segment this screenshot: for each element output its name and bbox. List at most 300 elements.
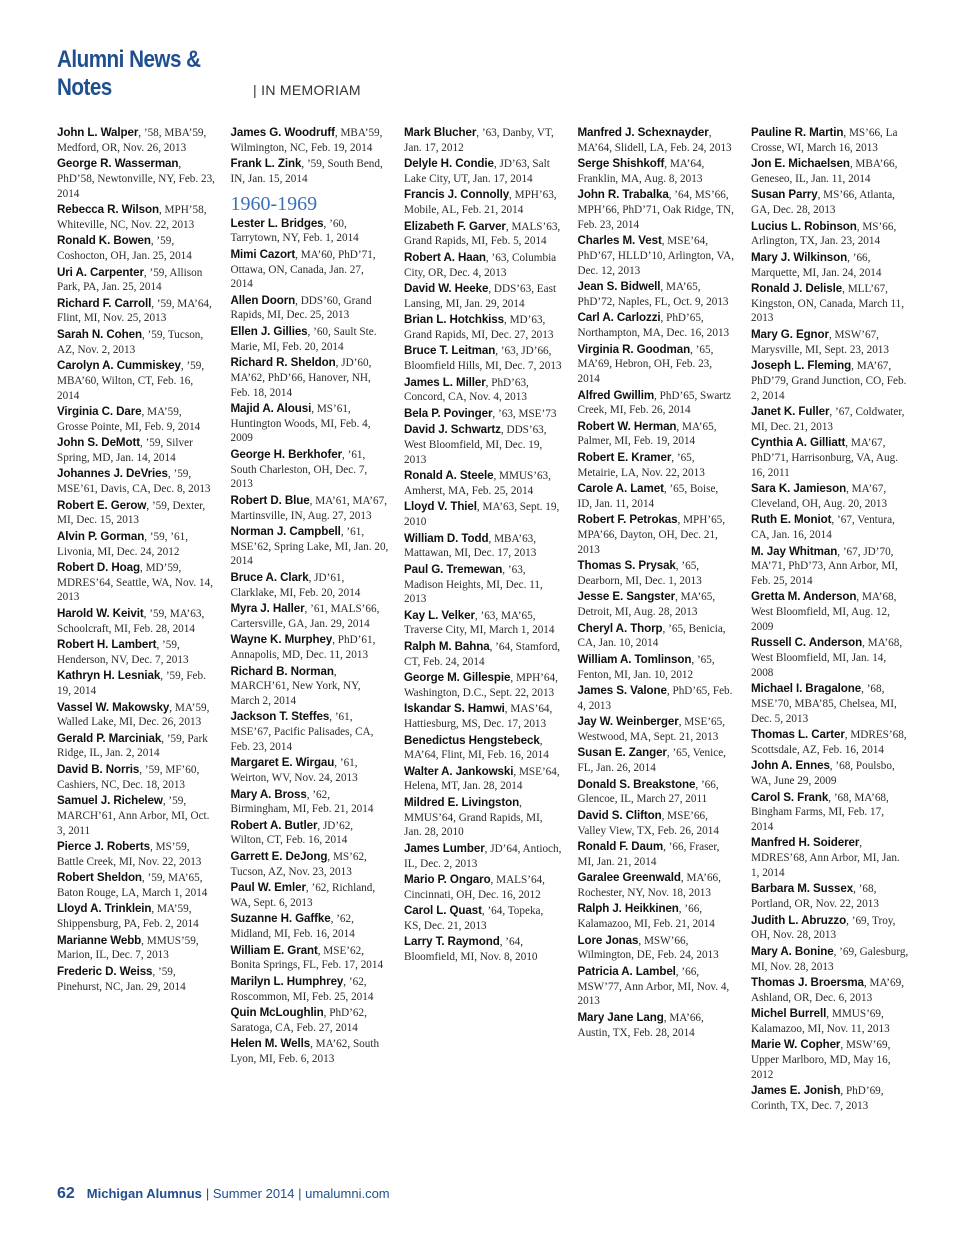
memoriam-entry <box>404 935 562 964</box>
alumnus-details: , MPH’64, Washington, D.C., Sept. 22, 2013 <box>404 672 558 699</box>
alumnus-name: Rebecca R. Wilson <box>57 203 159 217</box>
alumnus-name: M. Jay Whitman <box>751 544 838 558</box>
alumnus-name: Delyle H. Condie <box>404 157 494 171</box>
memoriam-entry <box>578 653 736 682</box>
memoriam-column <box>751 126 909 1116</box>
alumnus-name: Susan Parry <box>751 188 818 202</box>
alumnus-name: Frank L. Zink <box>230 157 302 171</box>
memoriam-entry <box>404 220 562 249</box>
alumnus-details: , ’59, South Bend, IN, Jan. 15, 2014 <box>230 158 383 185</box>
alumnus-details: , MBA’63, Mattawan, MI, Dec. 17, 2013 <box>404 532 537 560</box>
alumnus-details: , JD’63, Salt Lake City, UT, Jan. 17, 2014 <box>404 158 550 185</box>
alumnus-name: Myra J. Haller <box>230 602 305 616</box>
alumnus-name: Robert E. Kramer <box>577 450 672 464</box>
memoriam-entry <box>751 1038 909 1082</box>
alumnus-name: Larry T. Raymond <box>404 935 500 949</box>
memoriam-entry <box>404 796 562 840</box>
alumnus-details: , ’59, Henderson, NV, Dec. 7, 2013 <box>57 639 189 666</box>
memoriam-entry <box>404 344 562 373</box>
alumnus-name: Mary A. Bross <box>230 787 307 801</box>
alumnus-name: Vassel W. Makowsky <box>57 700 170 714</box>
memoriam-entry <box>231 665 389 709</box>
memoriam-entry <box>231 881 389 910</box>
alumnus-details: , ’61, MSE’67, Pacific Palisades, CA, Feb. 23, 2014 <box>230 711 374 753</box>
memoriam-entry <box>57 499 215 528</box>
alumnus-details: , MA’69, Ashland, OR, Dec. 6, 2013 <box>751 977 904 1004</box>
memoriam-entry <box>404 126 562 155</box>
alumnus-details: , MSW’69, Upper Marlboro, MD, May 16, 2012 <box>751 1039 891 1081</box>
alumnus-details: , ’65, Benicia, CA, Jan. 10, 2014 <box>577 622 726 650</box>
memoriam-entry <box>404 188 562 217</box>
alumnus-details: , MDRES’68, Scottsdale, AZ, Feb. 16, 2014 <box>751 729 907 756</box>
memoriam-entry <box>578 809 736 838</box>
alumnus-name: Mary G. Egnor <box>751 327 829 341</box>
memoriam-entry <box>751 513 909 542</box>
alumnus-name: Alfred Gwillim <box>577 388 655 402</box>
alumnus-name: Virginia C. Dare <box>57 405 142 419</box>
alumnus-name: Robert W. Herman <box>577 419 677 433</box>
alumnus-name: Pauline R. Martin <box>751 126 844 139</box>
alumnus-name: Charles M. Vest <box>577 234 662 248</box>
alumnus-name: Manfred J. Schexnayder <box>577 126 709 139</box>
alumnus-name: Walter A. Jankowski <box>404 764 514 778</box>
alumnus-name: Helen M. Wells <box>230 1037 311 1051</box>
memoriam-entry <box>751 282 909 326</box>
alumnus-name: Lore Jonas <box>577 933 639 947</box>
alumnus-details: , MMUS’69, Kalamazoo, MI, Nov. 11, 2013 <box>751 1008 890 1035</box>
memoriam-entry <box>404 251 562 280</box>
memoriam-entry <box>404 423 562 467</box>
alumnus-details: , MMUS’63, Amherst, MA, Feb. 25, 2014 <box>404 470 551 497</box>
alumnus-name: Thomas L. Carter <box>751 728 845 742</box>
alumnus-name: Ronald K. Bowen <box>57 234 151 248</box>
alumnus-name: Garalee Greenwald <box>577 871 681 885</box>
alumnus-name: Patricia A. Lambel <box>577 964 676 978</box>
alumnus-name: James G. Woodruff <box>230 126 335 139</box>
memoriam-entry <box>57 902 215 931</box>
alumnus-details: , ’59, Feb. 19, 2014 <box>57 670 206 698</box>
alumnus-details: , MS’66, Atlanta, GA, Dec. 28, 2013 <box>751 189 895 217</box>
alumnus-name: Jackson T. Steffes <box>230 710 330 724</box>
memoriam-entry <box>751 590 909 634</box>
alumnus-details: , MA’59, Walled Lake, MI, Dec. 26, 2013 <box>57 701 210 729</box>
alumnus-details: , JD’61, Clarklake, MI, Feb. 20, 2014 <box>230 571 361 599</box>
memoriam-entry <box>404 407 562 422</box>
alumnus-name: Pierce J. Roberts <box>57 840 151 854</box>
memoriam-entry <box>751 1084 909 1113</box>
memoriam-column <box>578 126 736 1116</box>
alumnus-details: , ’65, Venice, FL, Jan. 26, 2014 <box>577 747 726 775</box>
alumnus-details: , PhD’61, Annapolis, MD, Dec. 11, 2013 <box>230 634 376 662</box>
memoriam-entry <box>578 778 736 807</box>
alumnus-details: , ’59, MARCH’61, Ann Arbor, MI, Oct. 3, 2011 <box>57 795 210 837</box>
alumnus-details: , ’64, Topeka, KS, Dec. 21, 2013 <box>404 905 544 932</box>
alumnus-details: , ’59, Pinehurst, NC, Jan. 29, 2014 <box>57 965 186 993</box>
alumnus-name: Mark Blucher <box>404 126 477 139</box>
memoriam-entry <box>751 545 909 589</box>
alumnus-details: , MBA’59, Wilmington, NC, Feb. 19, 2014 <box>230 127 383 154</box>
alumnus-details: , MA’66, Rochester, NY, Nov. 18, 2013 <box>577 872 721 899</box>
memoriam-entry <box>578 590 736 619</box>
alumnus-name: Paul G. Tremewan <box>404 562 503 576</box>
alumnus-name: Michel Burrell <box>751 1007 827 1021</box>
alumnus-details: , ’63, MA’65, Traverse City, MI, March 1, 2014 <box>404 609 555 637</box>
page-header <box>57 46 361 102</box>
alumnus-name: Carole A. Lamet <box>577 482 664 496</box>
alumnus-details: , ’60, Sault Ste. Marie, MI, Feb. 20, 2014 <box>230 325 377 353</box>
memoriam-entry <box>404 500 562 529</box>
memoriam-entry <box>578 715 736 744</box>
alumnus-name: Sara K. Jamieson <box>751 482 847 496</box>
alumnus-details: , MSE’64, PhD’67, HLLD’10, Arlington, VA, Dec. 12, 2013 <box>577 235 735 277</box>
alumnus-details: , ’58, MBA’59, Medford, OR, Nov. 26, 2013 <box>57 127 207 154</box>
alumnus-name: Uri A. Carpenter <box>57 265 144 279</box>
memoriam-entry <box>404 842 562 871</box>
alumnus-name: Robert D. Hoag <box>57 561 140 575</box>
alumnus-name: Lucius L. Robinson <box>751 219 857 233</box>
alumnus-details: , ’67, JD’70, MA’71, PhD’73, Ann Arbor, MI, Feb. 25, 2014 <box>751 545 898 587</box>
memoriam-entry <box>231 975 389 1004</box>
alumnus-name: Ronald J. Delisle <box>751 282 843 296</box>
alumnus-name: Marilyn L. Humphrey <box>230 974 344 988</box>
alumnus-name: Mary J. Wilkinson <box>751 250 848 264</box>
alumnus-details: , MPH’65, MPA’66, Dayton, OH, Dec. 21, 2013 <box>577 514 726 556</box>
alumnus-details: , MA’67, PhD’71, Harrisonburg, VA, Aug. 16, 2011 <box>751 437 898 479</box>
alumnus-name: Benedictus Hengstebeck <box>404 733 540 747</box>
alumnus-details: , MALS’63, Grand Rapids, MI, Feb. 5, 2014 <box>404 220 561 248</box>
memoriam-entry <box>57 405 215 434</box>
memoriam-entry <box>751 976 909 1005</box>
alumnus-name: Margaret E. Wirgau <box>230 756 335 770</box>
memoriam-entry <box>231 1006 389 1035</box>
alumnus-name: Gretta M. Anderson <box>751 590 857 604</box>
alumnus-details: , ’65, Fenton, MI, Jan. 10, 2012 <box>577 653 715 681</box>
alumnus-details: , MA’59, Grosse Pointe, MI, Feb. 9, 2014 <box>57 406 201 433</box>
alumnus-details: , MA’60, PhD’71, Ottawa, ON, Canada, Jan. 27, 2014 <box>230 248 376 291</box>
alumnus-name: Samuel J. Richelew <box>57 794 163 808</box>
alumnus-name: William A. Tomlinson <box>577 652 692 666</box>
memoriam-entry <box>231 756 389 785</box>
alumnus-details: , ’59, Park Ridge, IL, Jan. 2, 2014 <box>57 732 208 760</box>
memoriam-entry <box>404 702 562 731</box>
alumnus-details: , ’61, MSE’62, Spring Lake, MI, Jan. 20, 2014 <box>230 526 389 568</box>
alumnus-name: Robert H. Lambert <box>57 638 157 652</box>
alumnus-details: , ’68, Portland, OR, Nov. 22, 2013 <box>751 883 879 911</box>
publication-name: Michigan Alumnus <box>86 1186 202 1201</box>
issue-info: | Summer 2014 | umalumni.com <box>205 1186 390 1201</box>
alumnus-details: , ’61, Weirton, WV, Nov. 24, 2013 <box>230 757 358 785</box>
alumnus-details: , ’62, Midland, MI, Feb. 16, 2014 <box>230 913 355 941</box>
alumnus-details: , DDS’63, East Lansing, MI, Jan. 29, 2014 <box>404 283 557 310</box>
alumnus-details: , MSE’66, Valley View, TX, Feb. 26, 2014 <box>577 809 719 837</box>
alumnus-name: Joseph L. Fleming <box>751 359 852 373</box>
alumnus-details: , MAS’64, Hattiesburg, MS, Dec. 17, 2013 <box>404 703 553 731</box>
memoriam-entry <box>231 912 389 941</box>
alumnus-details: , MLL’67, Kingston, ON, Canada, March 11, 2013 <box>751 283 905 325</box>
alumnus-details: , ’64, Stamford, CT, Feb. 24, 2014 <box>404 640 561 668</box>
alumnus-name: Carol S. Frank <box>751 790 829 804</box>
memoriam-entry <box>751 882 909 911</box>
memoriam-entry <box>404 765 562 794</box>
memoriam-column <box>231 126 389 1116</box>
memoriam-entry <box>578 902 736 931</box>
alumnus-details: , PhD’69, Corinth, TX, Dec. 7, 2013 <box>751 1085 884 1113</box>
alumnus-name: Serge Shishkoff <box>577 157 665 171</box>
alumnus-details: , MMUS’59, Marion, IL, Dec. 7, 2013 <box>57 934 199 962</box>
memoriam-entry <box>578 311 736 340</box>
alumnus-details: , MA’66, Austin, TX, Feb. 28, 2014 <box>577 1011 704 1039</box>
memoriam-entry <box>578 157 736 186</box>
memoriam-entry <box>231 356 389 400</box>
alumnus-name: Suzanne H. Gaffke <box>230 912 331 926</box>
alumnus-details: , JD’60, MA’62, PhD’66, Hanover, NH, Feb. 18, 2014 <box>230 357 372 399</box>
alumnus-name: Cynthia A. Gilliatt <box>751 436 846 450</box>
alumnus-name: James Lumber <box>404 841 485 855</box>
alumnus-name: Johannes J. DeVries <box>57 467 168 481</box>
alumnus-name: Bela P. Povinger <box>404 406 493 420</box>
memoriam-entry <box>751 836 909 880</box>
memoriam-entry <box>751 759 909 788</box>
alumnus-name: Janet K. Fuller <box>751 405 830 419</box>
alumnus-details: , MA’64, Flint, MI, Feb. 16, 2014 <box>404 734 549 762</box>
alumnus-details: , ’66, Glencoe, IL, March 27, 2011 <box>577 778 719 806</box>
alumnus-name: Kathryn H. Lesniak <box>57 669 161 683</box>
alumnus-name: Robert A. Butler <box>230 818 318 832</box>
memoriam-entry <box>57 157 215 201</box>
alumnus-details: , ’59, Tucson, AZ, Nov. 2, 2013 <box>57 328 204 356</box>
alumnus-details: , MSE’62, Bonita Springs, FL, Feb. 17, 2014 <box>230 944 384 972</box>
alumnus-name: Francis J. Connolly <box>404 188 510 202</box>
memoriam-entry <box>578 513 736 557</box>
alumnus-name: Robert F. Petrokas <box>577 513 678 527</box>
alumnus-details: , ’69, Galesburg, MI, Nov. 28, 2013 <box>751 945 909 973</box>
alumnus-details: , ’68, MA’68, Bingham Farms, MI, Feb. 17, 2014 <box>751 791 889 833</box>
alumnus-name: Thomas S. Prysak <box>577 559 676 573</box>
alumnus-name: Jay W. Weinberger <box>577 715 679 729</box>
alumnus-name: James E. Jonish <box>751 1084 841 1098</box>
alumnus-details: , ’63, Columbia City, OR, Dec. 4, 2013 <box>404 251 557 279</box>
alumnus-details: , MD’59, MDRES’64, Seattle, WA, Nov. 14, 2013 <box>57 562 213 604</box>
alumnus-name: Frederic D. Weiss <box>57 964 153 978</box>
alumnus-name: Lloyd V. Thiel <box>404 500 477 514</box>
memoriam-entry <box>751 328 909 357</box>
memoriam-entry <box>578 343 736 387</box>
alumnus-details: , PhD’65, Feb. 4, 2013 <box>577 685 733 712</box>
alumnus-details: , ’66, Kalamazoo, MI, Feb. 21, 2014 <box>577 903 715 931</box>
memoriam-entry <box>404 563 562 607</box>
alumnus-details: , MPH’63, Mobile, AL, Feb. 21, 2014 <box>404 189 557 217</box>
memoriam-entry <box>404 313 562 342</box>
alumnus-details: , ’60, Tarrytown, NY, Feb. 1, 2014 <box>230 217 359 245</box>
alumnus-name: Norman J. Campbell <box>230 525 341 539</box>
alumnus-name: David S. Clifton <box>577 808 662 822</box>
memoriam-entry <box>578 280 736 309</box>
alumnus-details: , MA’68, West Bloomfield, MI, Jan. 14, 2008 <box>751 637 903 679</box>
alumnus-details: , MA’64, Franklin, MA, Aug. 8, 2013 <box>577 158 705 185</box>
memoriam-entry <box>231 710 389 754</box>
alumnus-name: Barbara M. Sussex <box>751 882 854 896</box>
memoriam-entry <box>231 633 389 662</box>
alumnus-details: , ’66, MSW’77, Ann Arbor, MI, Nov. 4, 2013 <box>577 965 730 1008</box>
alumnus-name: David J. Schwartz <box>404 423 501 437</box>
page-number: 62 <box>57 1185 75 1202</box>
alumnus-details: , PhD’65, Northampton, MA, Dec. 16, 2013 <box>577 312 730 340</box>
memoriam-entry <box>57 561 215 605</box>
alumnus-details: , DDS’63, West Bloomfield, MI, Dec. 19, 2013 <box>404 424 547 466</box>
alumnus-details: , MS’66, Arlington, TX, Jan. 23, 2014 <box>751 220 897 248</box>
alumnus-name: George R. Wasserman <box>57 157 179 171</box>
memoriam-entry <box>578 840 736 869</box>
memoriam-entry <box>231 126 389 155</box>
memoriam-entry <box>57 934 215 963</box>
memoriam-entry <box>57 530 215 559</box>
memoriam-entry <box>751 220 909 249</box>
alumnus-name: John A. Ennes <box>751 759 830 773</box>
alumnus-name: Robert D. Blue <box>230 493 310 507</box>
alumnus-details: , MSW’66, Wilmington, DE, Feb. 24, 2013 <box>577 934 719 962</box>
memoriam-entry <box>751 157 909 186</box>
alumnus-details: , MA’65, Detroit, MI, Aug. 28, 2013 <box>577 591 716 619</box>
memoriam-entry <box>57 794 215 838</box>
alumnus-details: , MA’64, Slidell, LA, Feb. 24, 2013 <box>577 127 732 154</box>
memoriam-entry <box>57 328 215 357</box>
alumnus-details: , MS’59, Battle Creek, MI, Nov. 22, 2013 <box>57 841 202 868</box>
memoriam-entry <box>578 389 736 418</box>
memoriam-entry <box>57 965 215 994</box>
memoriam-columns <box>57 126 909 1116</box>
alumnus-name: John R. Trabalka <box>577 188 669 202</box>
alumnus-details: , ’64, Bloomfield, MI, Nov. 8, 2010 <box>404 936 538 964</box>
alumnus-name: Brian L. Hotchkiss <box>404 313 504 327</box>
memoriam-entry <box>578 420 736 449</box>
alumnus-details: , ’59, Dexter, MI, Dec. 15, 2013 <box>57 499 206 527</box>
alumnus-name: David B. Norris <box>57 762 140 776</box>
alumnus-details: , ’66, Fraser, MI, Jan. 21, 2014 <box>577 841 720 868</box>
memoriam-entry <box>404 157 562 186</box>
alumnus-name: David W. Heeke <box>404 282 489 296</box>
alumnus-name: Bruce A. Clark <box>230 570 309 584</box>
memoriam-entry <box>751 251 909 280</box>
alumnus-name: Richard F. Carroll <box>57 296 152 310</box>
memoriam-entry <box>231 1037 389 1066</box>
alumnus-name: Gerald P. Marciniak <box>57 731 162 745</box>
alumnus-name: Lloyd A. Trinklein <box>57 902 152 916</box>
alumnus-name: Judith L. Abruzzo <box>751 913 847 927</box>
alumnus-name: James L. Miller <box>404 375 486 389</box>
memoriam-entry <box>57 234 215 263</box>
alumnus-name: Kay L. Velker <box>404 608 475 622</box>
alumnus-name: Richard B. Norman <box>230 664 334 678</box>
alumnus-details: , ’66, Marquette, MI, Jan. 24, 2014 <box>751 251 882 279</box>
memoriam-entry <box>578 188 736 232</box>
memoriam-entry <box>57 359 215 403</box>
alumnus-details: , ’62, Roscommon, MI, Feb. 25, 2014 <box>230 975 374 1003</box>
alumnus-name: William E. Grant <box>230 943 318 957</box>
alumnus-details: , MA’61, MA’67, Martinsville, IN, Aug. 27, 2013 <box>230 494 388 522</box>
memoriam-entry <box>578 1011 736 1040</box>
memoriam-entry <box>231 788 389 817</box>
alumnus-details: , ’67, Ventura, CA, Jan. 16, 2014 <box>751 514 895 542</box>
memoriam-entry <box>751 359 909 403</box>
memoriam-entry <box>231 602 389 631</box>
memoriam-entry <box>231 944 389 973</box>
alumnus-details: , ’62, Birmingham, MI, Feb. 21, 2014 <box>230 788 374 816</box>
alumnus-name: James S. Valone <box>577 684 667 698</box>
memoriam-entry <box>57 126 215 155</box>
alumnus-details: , ’63, Madison Heights, MI, Dec. 11, 2013 <box>404 563 543 606</box>
memoriam-entry <box>751 791 909 835</box>
memoriam-entry <box>231 325 389 354</box>
alumnus-details: , ’65, MA’69, Hebron, OH, Feb. 23, 2014 <box>577 343 714 386</box>
alumnus-details: , ’68, Poulsbo, WA, June 29, 2009 <box>751 760 895 788</box>
memoriam-entry <box>231 819 389 848</box>
alumnus-name: Ellen J. Gillies <box>230 324 308 338</box>
memoriam-entry <box>231 248 389 292</box>
alumnus-name: Marianne Webb <box>57 933 142 947</box>
alumnus-details: , ’68, MSE’70, MBA’85, Chelsea, MI, Dec. 5, 2013 <box>751 683 897 725</box>
alumnus-details: , ’59, ’61, Livonia, MI, Dec. 24, 2012 <box>57 530 189 558</box>
alumnus-details: , ’59, Coshocton, OH, Jan. 25, 2014 <box>57 235 192 263</box>
alumnus-details: , PhD’58, Newtonville, NY, Feb. 23, 2014 <box>57 158 215 200</box>
alumnus-details: , JD’64, Antioch, IL, Dec. 2, 2013 <box>404 842 562 870</box>
memoriam-entry <box>578 482 736 511</box>
alumnus-name: Jon E. Michaelsen <box>751 157 850 171</box>
alumnus-details: , ’62, Richland, WA, Sept. 6, 2013 <box>230 882 376 909</box>
alumnus-details: , ’63, MSE’73 <box>492 407 557 420</box>
alumnus-name: Ralph M. Bahna <box>404 639 490 653</box>
alumnus-name: Garrett E. DeJong <box>230 849 328 863</box>
alumnus-details: , MA’63, Sept. 19, 2010 <box>404 501 560 529</box>
alumnus-details: , ’59, MA’63, Schoolcraft, MI, Feb. 28, 2014 <box>57 607 205 635</box>
memoriam-entry <box>57 436 215 465</box>
alumnus-details: , ’59, MF’60, Cashiers, NC, Dec. 18, 2013 <box>57 763 200 791</box>
alumnus-name: Mildred E. Livingston <box>404 795 520 809</box>
alumnus-details: , ’59, MA’65, Baton Rouge, LA, March 1, 2014 <box>57 872 208 899</box>
memoriam-entry <box>751 682 909 726</box>
alumnus-name: Carl A. Carlozzi <box>577 311 661 325</box>
memoriam-entry <box>751 188 909 217</box>
memoriam-entry <box>57 638 215 667</box>
memoriam-entry <box>404 609 562 638</box>
alumnus-details: , ’64, MS’66, MPH’66, PhD’71, Oak Ridge, TN, Feb. 23, 2014 <box>577 189 734 231</box>
memoriam-entry <box>578 234 736 278</box>
alumnus-name: Jesse E. Sangster <box>577 590 676 604</box>
alumnus-name: Quin McLoughlin <box>230 1006 324 1019</box>
memoriam-entry <box>231 294 389 323</box>
alumnus-details: , JD’62, Wilton, CT, Feb. 16, 2014 <box>230 819 354 847</box>
alumnus-details: , ’59, MA’64, Flint, MI, Nov. 25, 2013 <box>57 297 212 325</box>
memoriam-entry <box>404 376 562 405</box>
alumnus-details: , ’63, Danby, VT, Jan. 17, 2012 <box>404 127 554 154</box>
alumnus-details: , ’67, Coldwater, MI, Dec. 21, 2013 <box>751 406 905 433</box>
alumnus-name: Allen Doorn <box>230 293 296 307</box>
memoriam-entry <box>751 945 909 974</box>
memoriam-entry <box>578 965 736 1009</box>
memoriam-entry <box>404 904 562 933</box>
memoriam-column <box>404 126 562 1116</box>
memoriam-entry <box>404 469 562 498</box>
alumnus-name: Jean S. Bidwell <box>577 280 661 294</box>
alumnus-name: Wayne K. Murphey <box>230 633 333 647</box>
alumnus-details: , ’61, South Charleston, OH, Dec. 7, 2013 <box>230 448 368 491</box>
alumnus-name: Ronald F. Daum <box>577 840 664 854</box>
memoriam-entry <box>578 622 736 651</box>
alumnus-name: Paul W. Emler <box>230 881 306 895</box>
memoriam-entry <box>57 297 215 326</box>
memoriam-entry <box>578 934 736 963</box>
alumnus-details: , MS’62, Tucson, AZ, Nov. 23, 2013 <box>230 850 367 878</box>
memoriam-entry <box>57 607 215 636</box>
